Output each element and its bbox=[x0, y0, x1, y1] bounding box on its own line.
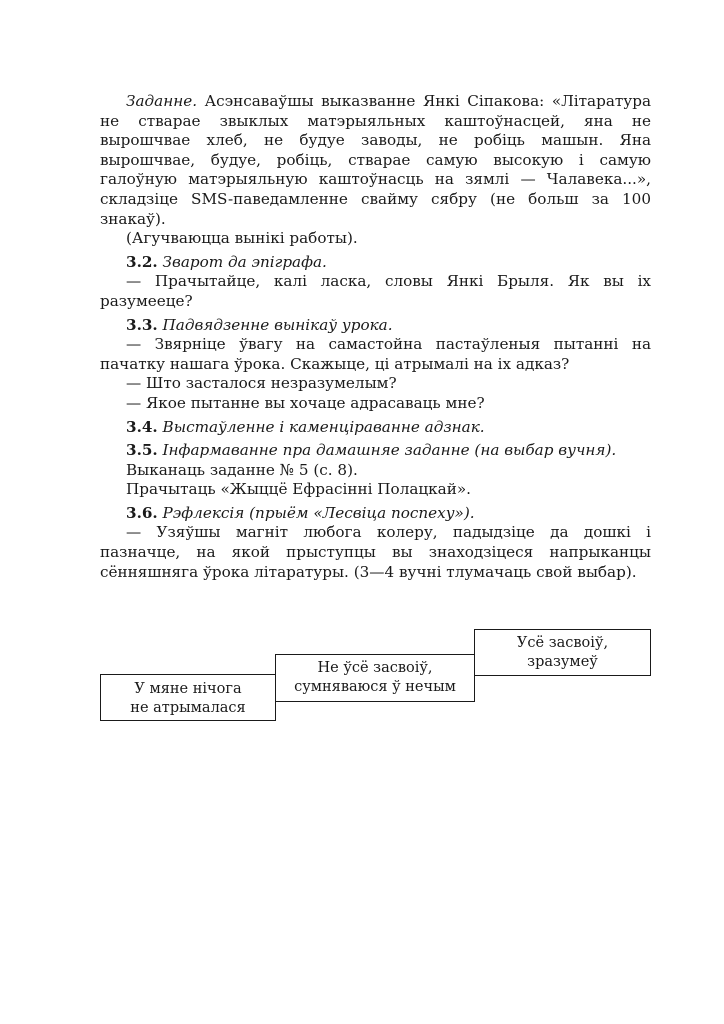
section-title: Выстаўленне і каменціраванне адзнак. bbox=[162, 417, 485, 436]
task-paragraph bbox=[100, 92, 651, 229]
task-note: (Агучваюцца вынікі работы). bbox=[126, 229, 358, 248]
section-title: Рэфлексія (прыём «Лесвіца поспеху»). bbox=[162, 503, 475, 522]
section-number: 3.4. bbox=[126, 417, 158, 436]
section-3-2-question: — Прачытайце, калі ласка, словы Янкі Брыля. Як вы іх разумееце? bbox=[100, 272, 651, 310]
section-3-3-question-2: — Што засталося незразумелым? bbox=[126, 374, 397, 393]
task-lead: Заданне. bbox=[126, 92, 198, 110]
section-heading-3-3 bbox=[100, 316, 651, 336]
section-3-3-question-3: — Якое пытанне вы хочаце адрасаваць мне? bbox=[126, 393, 485, 412]
section-number: 3.3. bbox=[126, 315, 158, 334]
section-number: 3.5. bbox=[126, 441, 158, 460]
homework-task: Выканаць заданне № 5 (с. 8). bbox=[126, 460, 358, 479]
section-title: Зварот да эпіграфа. bbox=[162, 252, 327, 271]
section-heading-3-4 bbox=[100, 418, 651, 438]
ladder-step-2-box bbox=[275, 654, 475, 702]
section-number: 3.2. bbox=[126, 252, 158, 271]
homework-reading: Прачытаць «Жыццё Ефрасінні Полацкай». bbox=[126, 480, 471, 499]
section-number: 3.6. bbox=[126, 503, 158, 522]
ladder-step-2-label: Не ўсё засвоіў, сумняваюся ў нечым bbox=[294, 660, 456, 695]
ladder-step-1-box bbox=[100, 674, 276, 721]
section-3-3-question-1: — Звярніце ўвагу на самастойна пастаўленыя пытанні на пачатку нашага ўрока. Скажыце, ці атрымалі на іх адказ? bbox=[100, 335, 651, 373]
section-title: Інфармаванне пра дамашняе заданне (на выбар вучня). bbox=[162, 441, 617, 460]
reflection-instruction: — Узяўшы магніт любога колеру, падыдзіце да дошкі і пазначце, на якой прыступцы вы знаходзіцеся напрыканцы сённяшняга ўрока літаратуры. (3—4 вучні тлумачаць свой выбар). bbox=[100, 523, 651, 581]
task-text: Асэнсаваўшы выказванне Янкі Сіпакова: «Літаратура не стварае звыклых матэрыяльных каштоўнасцей, яна не вырошчвае хлеб, не будуе заводы, не робіць машын. Яна вырошчвае, будуе, робіць, стварае самую высокую і самую галоўную матэрыяльную каштоўнасць на зямлі — Чалавека...», складзіце SMS-паведамленне свайму сябру (не больш за 100 знакаў). bbox=[100, 92, 651, 228]
ladder-step-3-label: Усё засвоіў, зразумеў bbox=[516, 635, 609, 670]
section-heading-3-5 bbox=[100, 441, 651, 461]
section-heading-3-6 bbox=[100, 504, 651, 524]
ladder-step-1-label: У мяне нічога не атрымалася bbox=[130, 681, 246, 716]
ladder-step-3-box bbox=[474, 629, 651, 676]
main-text bbox=[100, 92, 651, 582]
section-heading-3-2 bbox=[100, 253, 651, 273]
section-title: Падвядзенне вынікаў урока. bbox=[162, 315, 393, 334]
